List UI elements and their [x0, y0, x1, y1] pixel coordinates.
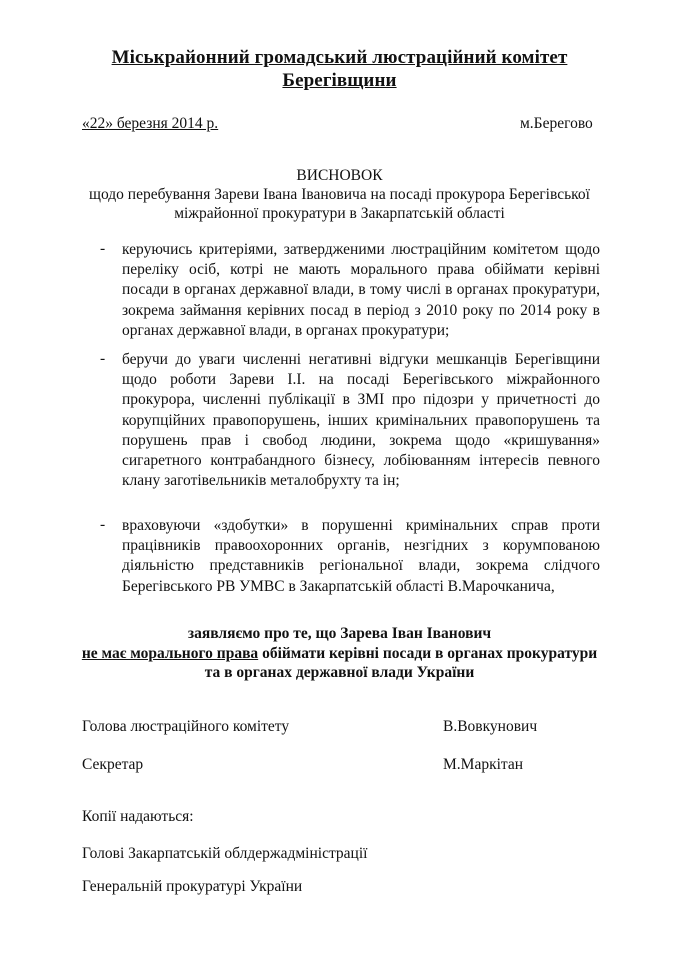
declaration-line1: заявляємо про те, що Зарева Іван Іванович	[187, 625, 492, 642]
document-title-line1: Міськрайонний громадський люстраційний комітет	[111, 47, 568, 68]
signature-role-secretary: Секретар	[82, 756, 144, 773]
document-date: «22» березня 2014 р.	[82, 115, 219, 132]
signature-name-chairman: В.Вовкунович	[443, 718, 538, 735]
document-title-line2: Берегівщини	[282, 70, 397, 91]
declaration-line2	[0, 645, 679, 663]
point-3-text: враховуючи «здобутки» в порушенні кримінальних справ проти працівників правоохоронних органів, незгідних з корумпованою діяльністю представників регіональної влади, зокрема слідчого Берегівського РВ УМВС в Закарпатській області В.Марочканича,	[122, 517, 600, 595]
conclusion-subject-line1: щодо перебування Зареви Івана Івановича на посаді прокурора Берегівської	[89, 186, 590, 203]
declaration-line2-underlined: не має морального права	[81, 645, 259, 662]
point-1-text: керуючись критеріями, затвердженими люстраційним комітетом щодо переліку осіб, котрі не мають морального права обіймати керівні посади в органах державної влади, в тому числі в органах прокуратури, зокрема займання керівних посад в період з 2010 року по 2014 року в органах державної влади, в органах прокуратури;	[122, 241, 600, 339]
conclusion-subject-line2: міжрайонної прокуратури в Закарпатській області	[174, 205, 505, 222]
document-place: м.Берегово	[520, 115, 593, 132]
conclusion-heading: ВИСНОВОК	[296, 167, 383, 184]
declaration-line2-rest: обіймати керівні посади в органах прокуратури	[258, 645, 598, 662]
point-2-text: беручи до уваги численні негативні відгуки мешканців Берегівщини щодо роботи Зареви І.І. на посаді Берегівського міжрайонного прокурора, численні публікації в ЗМІ про підозри у причетності до корупційних правопорушень, інших кримінальних правопорушень та порушень прав і свобод людини, зокрема щодо «кришування» сигаретного контрабандного бізнесу, лобіюванням інтересів певного клану заготівельників металобрухту та ін;	[122, 351, 600, 490]
signature-role-chairman: Голова люстраційного комітету	[82, 718, 290, 735]
point-3-dash: -	[100, 516, 106, 533]
signature-name-secretary: М.Маркітан	[443, 756, 524, 773]
point-1-dash: -	[100, 240, 106, 257]
copies-recipient-2: Генеральній прокуратурі України	[82, 878, 303, 895]
copies-label: Копії надаються:	[82, 808, 194, 825]
point-2-dash: -	[100, 350, 106, 367]
declaration-line3: та в органах державної влади України	[204, 664, 475, 681]
copies-recipient-1: Голові Закарпатській облдержадміністрації	[82, 845, 368, 862]
